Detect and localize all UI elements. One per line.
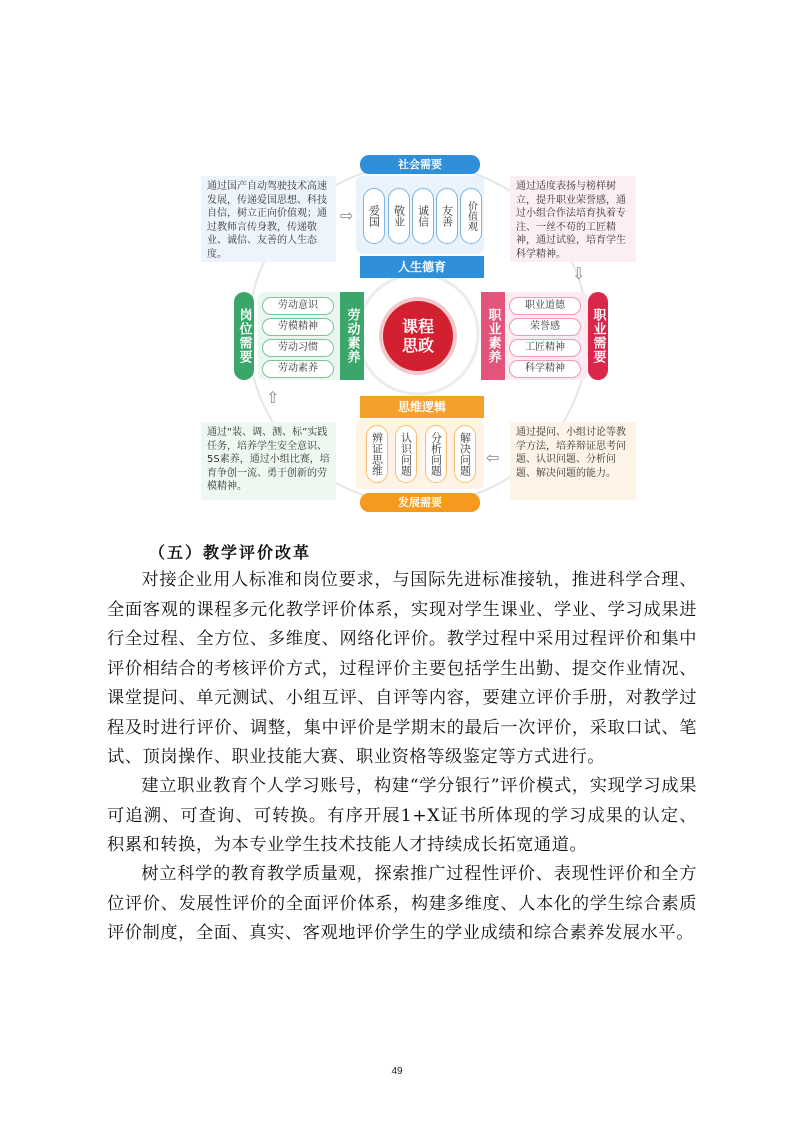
arrow-right-icon: ⇨ — [340, 206, 354, 225]
section-heading: （五）教学评价改革 — [149, 543, 312, 562]
top-inner-banner: 人生德育 — [360, 256, 484, 278]
bottom-inner-banner: 思维逻辑 — [360, 396, 484, 418]
center-circle — [383, 301, 453, 371]
course-ideology-diagram — [196, 150, 641, 518]
right-pill: 工匠精神 — [509, 339, 581, 357]
arrow-up-icon: ⇧ — [266, 388, 280, 407]
top-pill: 友善 — [436, 188, 458, 244]
paragraph: 建立职业教育个人学习账号，构建“学分银行”评价模式，实现学习成果可追溯、可查询、可转换。有序开展1+X证书所体现的学习成果的认定、积累和转换，为本专业学生技术技能人才持续成长拓宽通道。 — [107, 776, 697, 855]
paragraph: 树立科学的教育教学质量观，探索推广过程性评价、表现性评价和全方位评价、发展性评价的全面评价体系，构建多维度、人本化的学生综合素质评价制度，全面、真实、客观地评价学生的学业成绩和综合素养发展水平。 — [107, 864, 697, 943]
paragraph: 对接企业用人标准和岗位要求，与国际先进标准接轨，推进科学合理、全面客观的课程多元化教学评价体系，实现对学生课业、学业、学习成果进行全过程、全方位、多维度、网络化评价。教学过程中采用过程评价和集中评价相结合的考核评价方式，过程评价主要包括学生出勤、提交作业情况、课堂提问、单元测试、小组互评、自评等内容，要建立评价手册，对教学过程及时进行评价、调整，集中评价是学期末的最后一次评价，采取口试、笔试、顶岗操作、职业技能大赛、职业资格等级鉴定等方式进行。 — [107, 570, 697, 767]
top-pill: 诚信 — [412, 188, 434, 244]
top-outer-banner: 社会需要 — [360, 155, 480, 174]
left-pill: 劳动意识 — [262, 297, 334, 315]
left-pill: 劳模精神 — [262, 318, 334, 336]
right-pill: 荣誉感 — [509, 318, 581, 336]
arrow-down-icon: ⇩ — [572, 264, 586, 283]
bottom-pill: 解决问题 — [454, 425, 476, 483]
top-pill: 敬业 — [388, 188, 410, 244]
arrow-left-icon: ⇦ — [486, 448, 500, 467]
right-pill: 职业道德 — [509, 297, 581, 315]
right-outer-banner: 职业需要 — [588, 292, 608, 380]
note-bottom-right: 通过提问、小组讨论等教学方法，培养辩证思考问题、认识问题、分析问题、解决问题的能力。 — [510, 422, 636, 500]
bottom-outer-banner: 发展需要 — [360, 493, 480, 512]
left-inner-banner: 劳动素养 — [340, 292, 364, 380]
top-pill: 价值观 — [460, 188, 482, 244]
right-inner-banner: 职业素养 — [481, 292, 505, 380]
bottom-pill: 分析问题 — [425, 425, 447, 483]
note-bottom-left: 通过“装、调、测、标”实践任务，培养学生安全意识、5S素养，通过小组比赛，培育争创一流、勇于创新的劳模精神。 — [201, 422, 336, 500]
note-top-right: 通过适度表扬与榜样树立，提升职业荣誉感，通过小组合作法培育执着专注、一丝不苟的工匠精神，通过试验，培育学生科学精神。 — [510, 176, 636, 262]
left-outer-banner: 岗位需要 — [234, 292, 254, 380]
left-pill: 劳动习惯 — [262, 339, 334, 357]
bottom-pill: 认识问题 — [395, 425, 417, 483]
bottom-pill: 辨证思维 — [366, 425, 388, 483]
right-pill: 科学精神 — [509, 360, 581, 378]
left-pill: 劳动素养 — [262, 360, 334, 378]
note-top-left: 通过国产自动驾驶技术高速发展，传递爱国思想、科技自信，树立正向价值观；通过教师言传身教，传递敬业、诚信、友善的人生态度。 — [201, 176, 336, 262]
page-number: 49 — [391, 1066, 403, 1077]
top-pill: 爱国 — [363, 188, 385, 244]
center-title: 课程 思政 — [401, 317, 434, 355]
